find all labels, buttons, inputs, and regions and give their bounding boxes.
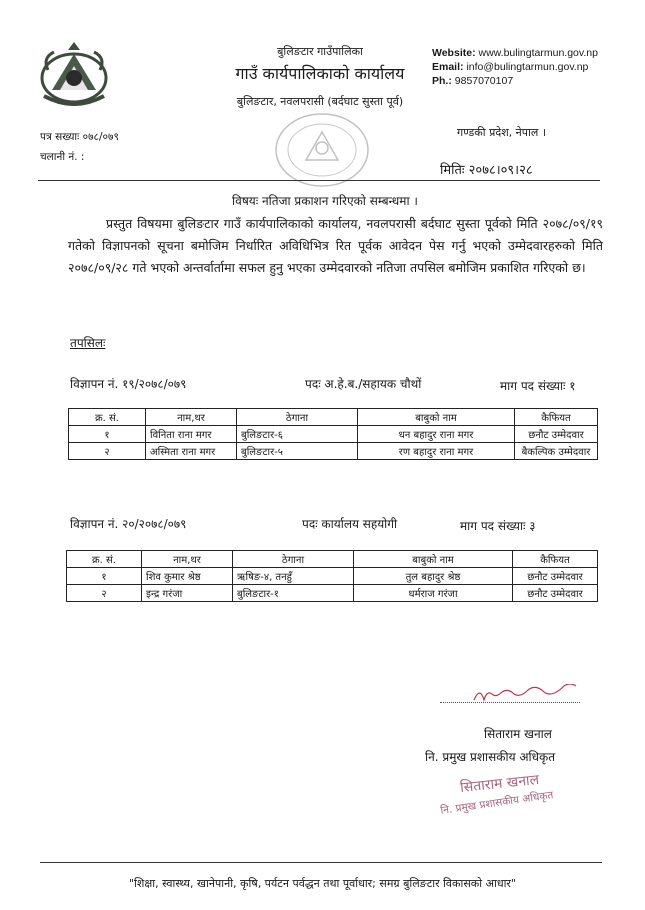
org-office-title: गाउँ कार्यपालिकाको कार्यालय (235, 64, 405, 83)
dispatch-number: चलानी नं. : (40, 151, 85, 163)
phone-number: 9857070107 (454, 75, 514, 87)
table-cell: ऋषिङ-४, तनहुँ (233, 568, 354, 585)
signatory-name: सिताराम खनाल (484, 727, 552, 741)
table-cell: १ (69, 426, 146, 443)
org-municipality-name: बुलिङटार गाउँपालिका (277, 45, 363, 58)
province-country: गण्डकी प्रदेश, नेपाल । (457, 126, 546, 139)
column-header: ठेगाना (237, 409, 358, 426)
table-header-row (67, 551, 598, 568)
table-cell: छनौट उम्मेदवार (513, 585, 598, 602)
table-cell: छनौट उम्मेदवार (513, 568, 598, 585)
demand-count: माग पद संख्याः १ (500, 379, 576, 393)
table-cell: रण बहादुर राना मगर (358, 443, 515, 460)
table-cell: अस्मिता राना मगर (146, 443, 237, 460)
signatory-designation: नि. प्रमुख प्रशासकीय अधिकृत (425, 750, 556, 764)
letter-date: मितिः २०७८।०९।२८ (440, 163, 533, 178)
table-cell: छनौट उम्मेदवार (515, 426, 598, 443)
table-cell: बैकल्पिक उम्मेदवार (515, 443, 598, 460)
nepal-emblem-icon (38, 40, 110, 106)
results-table (66, 550, 598, 602)
website-link[interactable]: www.bulingtarmun.gov.np (478, 47, 598, 59)
table-row (69, 426, 598, 443)
advertisement-number: विज्ञापन नं. १९/२०७८/०७९ (70, 377, 187, 391)
website-label: Website: (432, 47, 476, 59)
column-header: क्र. सं. (67, 551, 142, 568)
table-row (67, 568, 598, 585)
contact-block (432, 46, 598, 88)
post-name: पदः अ.हे.ब./सहायक चौथों (305, 377, 422, 391)
letter-subject: विषयः नतिजा प्रकाशन गरिएको सम्बन्धमा । (232, 194, 418, 208)
footer-divider (40, 862, 602, 863)
phone-label: Ph.: (432, 75, 452, 87)
header-divider (38, 180, 600, 181)
column-header: कैफियत (515, 409, 598, 426)
column-header: नाम,थर (142, 551, 233, 568)
table-cell: तुल बहादुर श्रेष्ठ (354, 568, 513, 585)
rubber-stamp-designation: नि. प्रमुख प्रशासकीय अधिकृत (439, 789, 555, 817)
column-header: बाबुको नाम (358, 409, 515, 426)
details-heading: तपसिलः (70, 336, 106, 350)
org-address: बुलिङटार, नवलपरासी (बर्दघाट सुस्ता पूर्व) (236, 95, 404, 108)
table-cell: २ (69, 443, 146, 460)
table-cell: बुलिङटार-५ (237, 443, 358, 460)
column-header: नाम,थर (146, 409, 237, 426)
handwritten-signature-icon (470, 684, 580, 706)
column-header: बाबुको नाम (354, 551, 513, 568)
rubber-stamp-name: सिताराम खनाल (459, 771, 540, 797)
table-cell: बुलिङटार-६ (237, 426, 358, 443)
table-cell: २ (67, 585, 142, 602)
column-header: कैफियत (513, 551, 598, 568)
demand-count: माग पद संख्याः ३ (460, 519, 536, 533)
table-header-row (69, 409, 598, 426)
table-row (69, 443, 598, 460)
table-cell: इन्द्र गरंजा (142, 585, 233, 602)
footer-slogan: "शिक्षा, स्वास्थ्य, खानेपानी, कृषि, पर्यटन पर्वद्धन तथा पूर्वाधार; समग्र बुलिङटार विकासको आधार" (129, 877, 516, 890)
column-header: क्र. सं. (69, 409, 146, 426)
table-row (67, 585, 598, 602)
email-link[interactable]: info@bulingtarmun.gov.np (466, 61, 589, 73)
letter-number: पत्र सख्याः ०७८/०७९ (40, 131, 119, 143)
results-table (68, 408, 598, 460)
column-header: ठेगाना (233, 551, 354, 568)
table-cell: १ (67, 568, 142, 585)
table-cell: बुलिङटार-१ (233, 585, 354, 602)
table-cell: धर्मराज गरंजा (354, 585, 513, 602)
email-label: Email: (432, 61, 464, 73)
table-cell: शिव कुमार श्रेष्ठ (142, 568, 233, 585)
table-cell: विनिता राना मगर (146, 426, 237, 443)
body-paragraph: प्रस्तुत विषयमा बुलिङटार गाउँ कार्यपालिकाको कार्यालय, नवलपरासी बर्दघाट सुस्ता पूर्वको मिति २०७८/०९/१९ गतेको विज्ञापनको सूचना बमोजिम निर्धारित अविधिभित्र रित पूर्वक आवेदन पेस गर्नु भएको उम्मेदवारहरुको मिति २०७८/०९/२८ गते भएको अन्तर्वार्तामा सफल हुनु भएका उम्मेदवारको नतिजा तपसिल बमोजिम प्रकाशित गरिएको छ। (68, 216, 603, 275)
table-cell: धन बहादुर राना मगर (358, 426, 515, 443)
advertisement-number: विज्ञापन नं. २०/२०७८/०७९ (70, 517, 187, 531)
post-name: पदः कार्यालय सहयोगी (302, 517, 398, 531)
